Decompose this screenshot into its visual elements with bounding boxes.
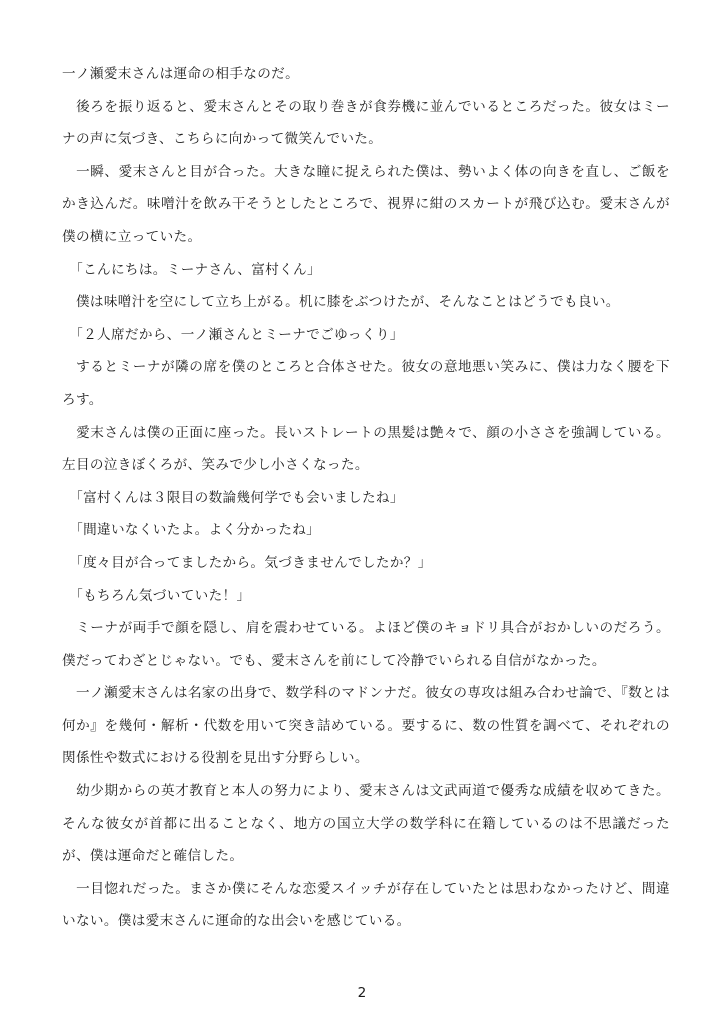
paragraph: 愛末さんは僕の正面に座った。長いストレートの黒髪は艶々で、顔の小ささを強調している。左目の泣きぼくろが、笑みで少し小さくなった。 [62,424,670,474]
paragraph: ミーナが両手で顔を隠し、肩を震わせている。よほど僕のキョドリ具合がおかしいのだろう。僕だってわざとじゃない。でも、愛末さんを前にして冷静でいられる自信がなかった。 [62,620,670,669]
paragraph: 一目惚れだった。まさか僕にそんな恋愛スイッチが存在していたとは思わなかったけど、間違いない。僕は愛末さんに運命的な出会いを感じている。 [62,880,670,930]
dialogue-line: 「度々目が合ってましたから。気づきませんでしたか？」 [62,554,432,571]
paragraph: 僕は味噌汁を空にして立ち上がる。机に膝をぶつけたが、そんなことはどうでも良い。 [62,294,620,311]
dialogue-line: 「２人席だから、一ノ瀬さんとミーナでごゆっくり」 [62,326,404,343]
dialogue-line: 「富村くんは３限目の数論幾何学でも会いましたね」 [62,489,404,506]
page-number: 2 [357,985,367,1001]
dialogue-line: 「もちろん気づいていた！」 [62,587,251,604]
document-body [62,58,670,938]
paragraph: 一ノ瀬愛末さんは運命の相手なのだ。 [62,66,300,82]
paragraph: 後ろを振り返ると、愛末さんとその取り巻きが食券機に並んでいるところだった。彼女はミーナの声に気づき、こちらに向かって微笑んでいた。 [62,98,670,148]
paragraph: 一瞬、愛末さんと目が合った。大きな瞳に捉えられた僕は、勢いよく体の向きを直し、ご飯をかき込んだ。味噌汁を飲み干そうとしたところで、視界に紺のスカートが飛び込む。愛末さんが僕の横に立っていた。 [62,163,670,245]
paragraph: 一ノ瀬愛末さんは名家の出身で、数学科のマドンナだ。彼女の専攻は組み合わせ論で、『数とは何か』を幾何・解析・代数を用いて突き詰めている。要するに、数の性質を調べて、それぞれの関係性や数式における役割を見出す分野らしい。 [62,685,670,767]
paragraph: するとミーナが隣の席を僕のところと合体させた。彼女の意地悪い笑みに、僕は力なく腰を下ろす。 [62,359,670,408]
paragraph: 幼少期からの英才教育と本人の努力により、愛末さんは文武両道で優秀な成績を収めてきた。そんな彼女が首都に出ることなく、地方の国立大学の数学科に在籍しているのは不思議だったが、僕は運命だと確信した。 [62,783,670,865]
dialogue-line: 「間違いなくいたよ。よく分かったね」 [62,522,321,539]
dialogue-line: 「こんにちは。ミーナさん、富村くん」 [62,261,321,278]
